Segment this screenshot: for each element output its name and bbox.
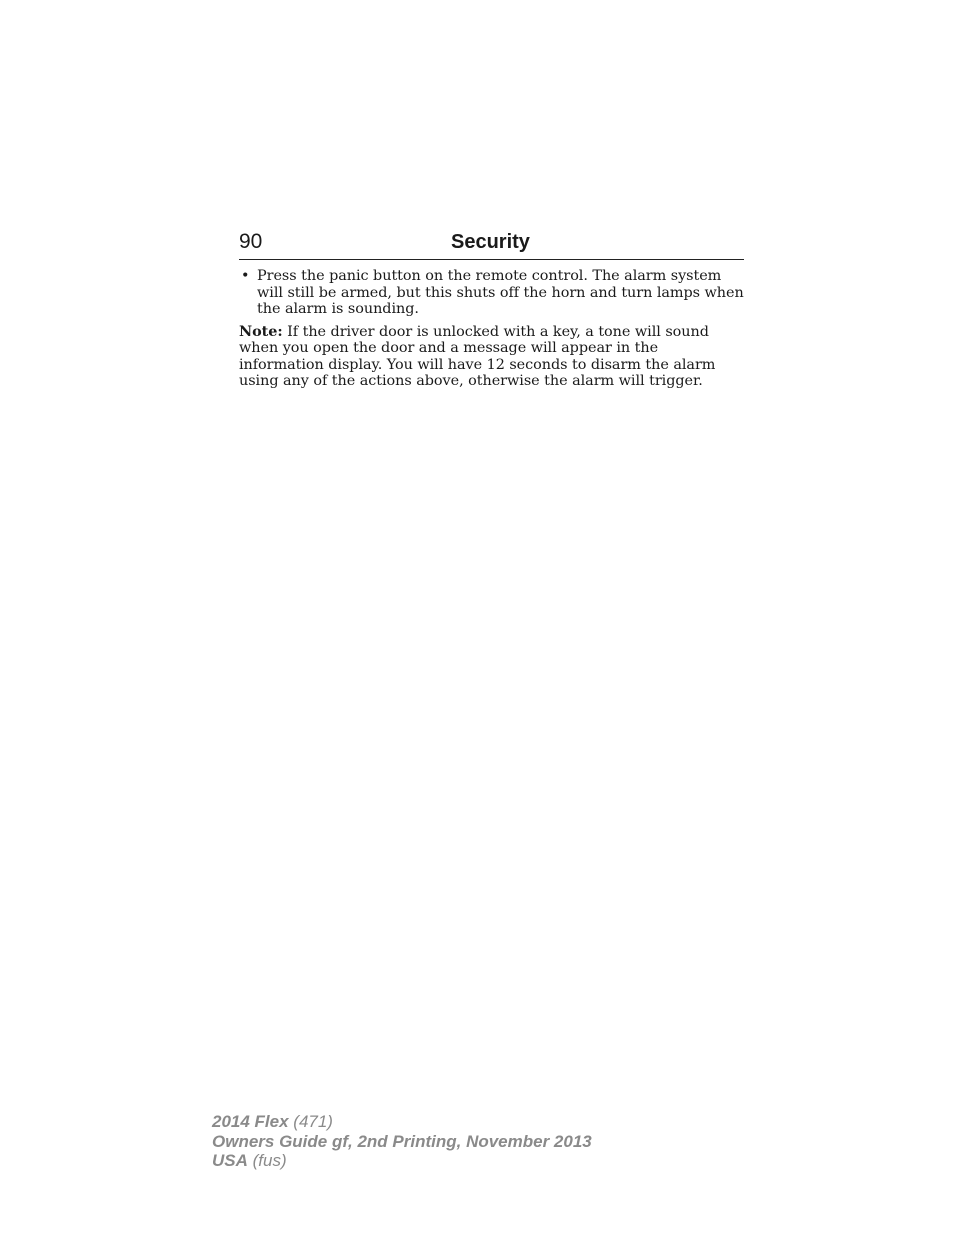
page-header	[239, 228, 744, 260]
footer-line-printing: Owners Guide gf, 2nd Printing, November 2013	[212, 1131, 592, 1151]
footer-line-market	[212, 1151, 592, 1171]
list-item	[239, 268, 744, 318]
footer-model-code: (471)	[288, 1112, 333, 1131]
page-content	[239, 268, 744, 390]
note-text: If the driver door is unlocked with a key, a tone will sound when you open the door and a message will appear in the information display. You will have 12 seconds to disarm the alarm using any of the actions above, otherwise the alarm will trigger.	[239, 323, 716, 389]
footer-market-code: (fus)	[247, 1151, 287, 1170]
section-title: Security	[451, 231, 530, 253]
page-footer	[212, 1112, 592, 1171]
footer-line-model	[212, 1112, 592, 1132]
page-number: 90	[239, 230, 263, 253]
footer-market: USA	[212, 1151, 248, 1170]
footer-model: 2014 Flex	[212, 1112, 289, 1131]
list-item-text: Press the panic button on the remote control. The alarm system will still be armed, but this shuts off the horn and turn lamps when the alarm is sounding.	[257, 268, 744, 317]
bullet-icon: •	[241, 268, 250, 284]
note-paragraph	[239, 324, 744, 390]
note-label: Note:	[239, 322, 283, 340]
